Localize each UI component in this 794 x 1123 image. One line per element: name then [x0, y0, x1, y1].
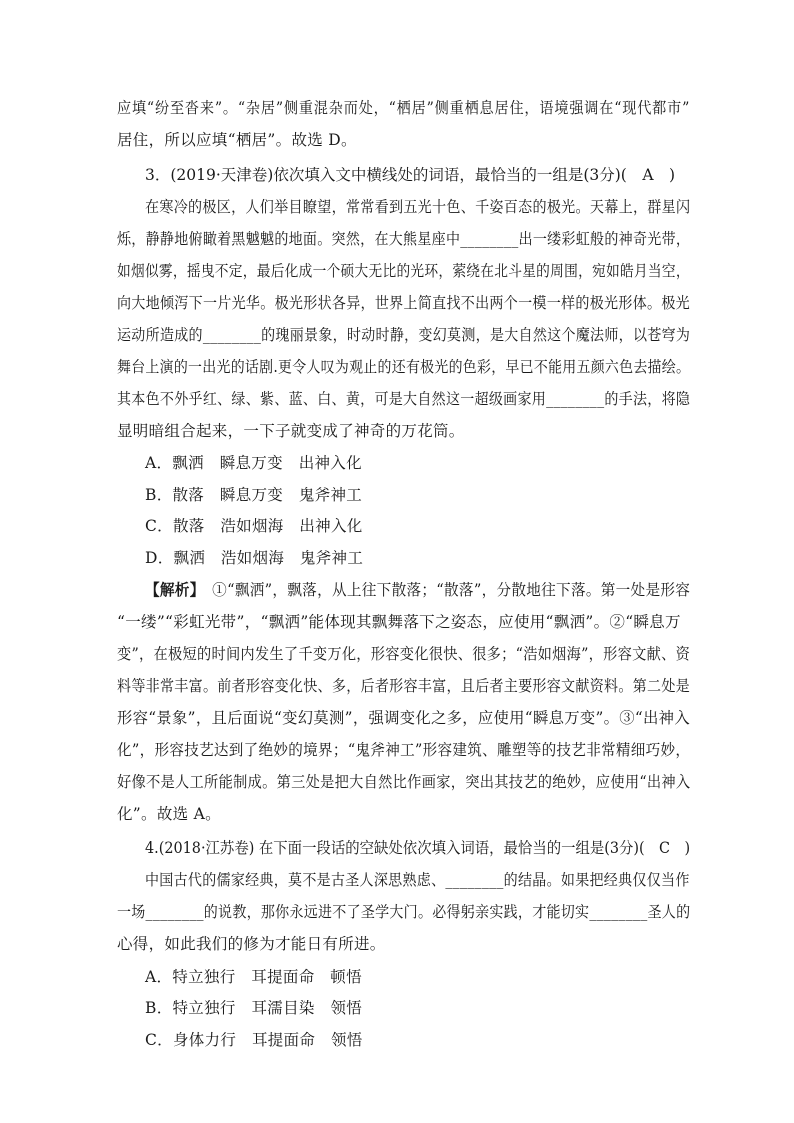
text-line: 烁，静静地俯瞰着黑魆魆的地面。突然，在大熊星座中________出一缕彩虹般的神奇光带， — [117, 230, 691, 248]
option-b: B．特立独行 耳濡目染 领悟 — [145, 999, 363, 1017]
option-a: A．飘洒 瞬息万变 出神入化 — [145, 454, 362, 472]
text-line: 运动所造成的________的瑰丽景象，时动时静，变幻莫测，是大自然这个魔法师，以苍穹为 — [117, 326, 691, 344]
option-a: A．特立独行 耳提面命 顿悟 — [145, 968, 362, 986]
text-line: “一缕”“彩虹光带”，“飘洒”能体现其飘舞落下之姿态，应使用“飘洒”。②“瞬息万 — [117, 613, 681, 631]
text-line: 化”，形容技艺达到了绝妙的境界；“鬼斧神工”形容建筑、雕塑等的技艺非常精细巧妙， — [117, 741, 691, 759]
text-line: 向大地倾泻下一片光华。极光形状各异，世界上简直找不出两个一模一样的极光形体。极光 — [117, 294, 690, 312]
question-4-stem: 4.(2018·江苏卷) 在下面一段话的空缺处依次填入词语，最恰当的一组是(3分)( C ) — [145, 839, 691, 857]
text-line: 其本色不外乎红、绿、紫、蓝、白、黄，可是大自然这一超级画家用________的手法，将隐 — [117, 390, 691, 408]
analysis-text: ①“飘洒”，飘落，从上往下散落；“散落”，分散地往下落。第一处是形容 — [197, 581, 691, 599]
text-line: 变”，在极短的时间内发生了千变万化，形容变化很快、很多；“浩如烟海”，形容文献、资 — [117, 645, 691, 663]
analysis-tag: 【解析】 — [145, 580, 198, 599]
text-line: 显明暗组合起来，一下子就变成了神奇的万花筒。 — [117, 422, 465, 440]
text-line: 如烟似雾，摇曳不定，最后化成一个硕大无比的光环，萦绕在北斗星的周围，宛如皓月当空， — [117, 262, 690, 280]
text-line: 一场________的说教，那你永远进不了圣学大门。必得躬亲实践，才能切实________圣人的 — [117, 903, 691, 921]
text-line: 化”。故选 A。 — [117, 805, 221, 823]
text-line: 心得，如此我们的修为才能日有所进。 — [117, 935, 386, 953]
text-line: 形容“景象”，且后面说“变幻莫测”，强调变化之多，应使用“瞬息万变”。③“出神入 — [117, 709, 690, 727]
option-c: C．散落 浩如烟海 出神入化 — [145, 517, 363, 535]
text-line: 应填“纷至沓来”。“杂居”侧重混杂而处，“栖居”侧重栖息居住，语境强调在“现代都市” — [117, 99, 691, 117]
text-line: 在寒冷的极区，人们举目瞭望，常常看到五光十色、千姿百态的极光。天幕上，群星闪 — [145, 198, 691, 216]
option-d: D．飘洒 浩如烟海 鬼斧神工 — [145, 549, 364, 567]
question-3-stem: 3．(2019·天津卷)依次填入文中横线处的词语，最恰当的一组是(3分)( A ) — [145, 166, 676, 184]
text-line: 料等非常丰富。前者形容变化快、多，后者形容丰富，且后者主要形容文献资料。第二处是 — [117, 677, 690, 695]
text-line: 居住，所以应填“栖居”。故选 D。 — [117, 131, 357, 149]
option-c: C．身体力行 耳提面命 领悟 — [145, 1031, 363, 1049]
analysis-first-line — [145, 580, 690, 600]
option-b: B．散落 瞬息万变 鬼斧神工 — [145, 486, 363, 504]
text-line: 中国古代的儒家经典，莫不是古圣人深思熟虑、________的结晶。如果把经典仅仅当作 — [145, 871, 690, 889]
text-line: 舞台上演的一出光的话剧.更令人叹为观止的还有极光的色彩，早已不能用五颜六色去描绘。 — [117, 358, 691, 376]
text-line: 好像不是人工所能制成。第三处是把大自然比作画家，突出其技艺的绝妙，应使用“出神入 — [117, 773, 691, 791]
